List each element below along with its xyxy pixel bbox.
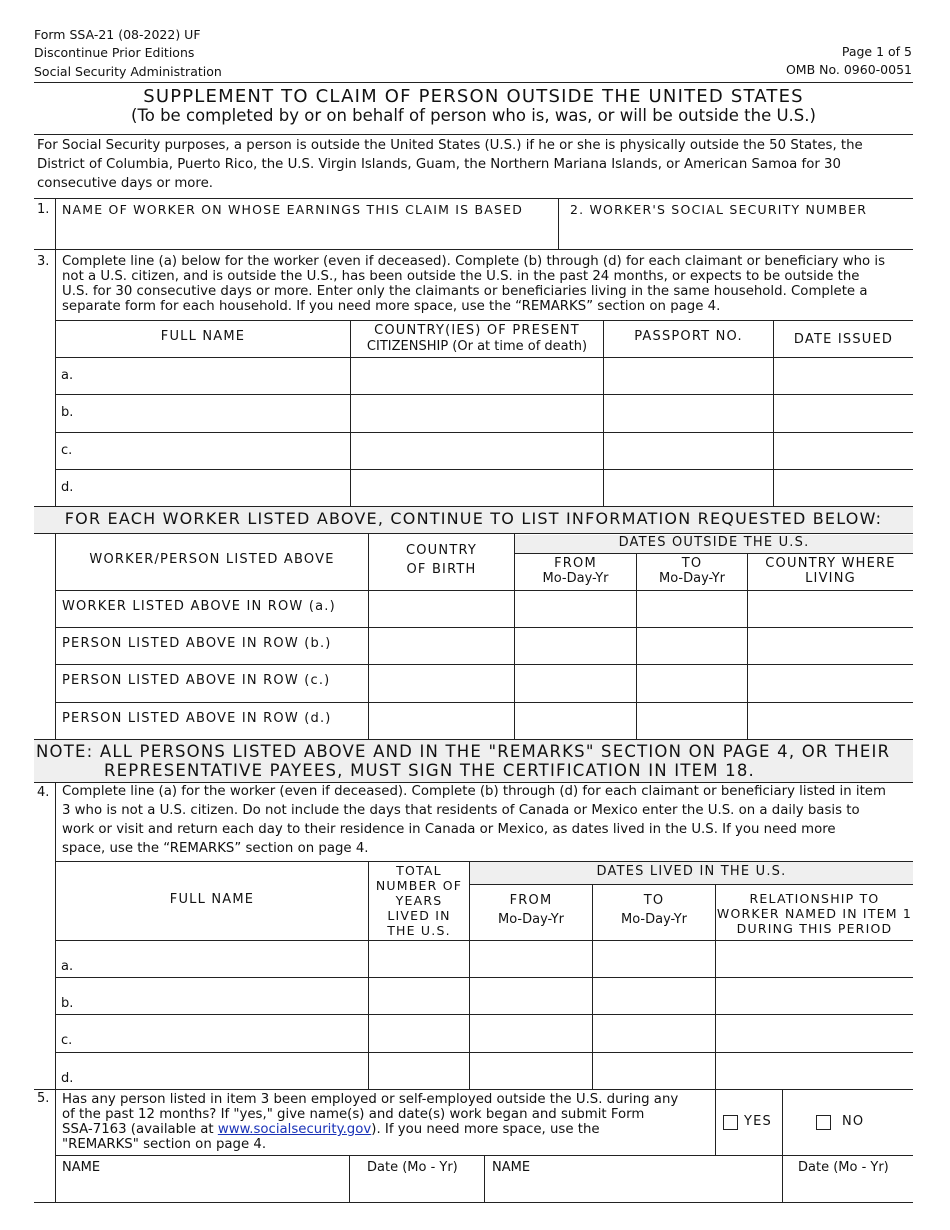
employment-date-field-2[interactable] (787, 1178, 910, 1200)
note-line-1: NOTE: ALL PERSONS LISTED ABOVE AND IN THE "REMARKS" SECTION ON PAGE 4, OR THEIR (36, 742, 891, 761)
item4-instr-3: work or visit and return each day to their residence in Canada or Mexico, as dates lived in the U.S. If you need more (62, 822, 836, 837)
col-passport: PASSPORT NO. (634, 329, 743, 344)
intro-line-3: consecutive days or more. (37, 176, 214, 191)
dates-lived-group: DATES LIVED IN THE U.S. (596, 864, 787, 879)
item4-col-total-5: THE U.S. (387, 923, 451, 938)
employment-name-field-2[interactable] (489, 1178, 779, 1200)
employment-name-label: NAME (62, 1160, 101, 1175)
omb-number: OMB No. 0960-0051 (785, 62, 912, 77)
item3-instr-2: not a U.S. citizen, and is outside the U.S., has been outside the U.S. in the past 24 months, or expects to be outside the (62, 269, 860, 284)
col-worker-person: WORKER/PERSON LISTED ABOVE (89, 552, 335, 567)
col-date-issued: DATE ISSUED (793, 332, 894, 347)
item4-row-a: a. (61, 959, 74, 974)
outside-row-a: WORKER LISTED ABOVE IN ROW (a.) (62, 599, 336, 614)
item4-col-total-1: TOTAL (396, 863, 442, 878)
employment-date-field[interactable] (354, 1178, 480, 1200)
item3-instr-3: U.S. for 30 consecutive days or more. Enter only the claimants or beneficiaries living in the same household. Complete a (62, 284, 868, 299)
col-living-2: LIVING (805, 571, 856, 586)
page-number: Page 1 of 5 (841, 44, 912, 59)
continue-banner: FOR EACH WORKER LISTED ABOVE, CONTINUE TO LIST INFORMATION REQUESTED BELOW: (64, 509, 883, 528)
item5-question-4: "REMARKS" section on page 4. (62, 1137, 267, 1152)
worker-ssn-label: 2. WORKER'S SOCIAL SECURITY NUMBER (570, 202, 868, 217)
worker-name-field[interactable] (60, 222, 554, 246)
socialsecurity-link[interactable]: www.socialsecurity.gov (217, 1122, 372, 1137)
col-citizenship-1: COUNTRY(IES) OF PRESENT (374, 323, 580, 338)
no-checkbox[interactable] (816, 1115, 831, 1130)
item3-instr-1: Complete line (a) below for the worker (even if deceased). Complete (b) through (d) for each claimant or beneficiary who is (62, 254, 886, 269)
col-to-2: Mo-Day-Yr (659, 571, 725, 586)
citizenship-c[interactable] (351, 433, 603, 469)
row-label-d: d. (61, 480, 74, 495)
worker-name-label: NAME OF WORKER ON WHOSE EARNINGS THIS CLAIM IS BASED (62, 202, 524, 217)
item3-number: 3. (37, 254, 50, 269)
item4-col-total-2: NUMBER OF (375, 878, 463, 893)
item4-col-to-2: Mo-Day-Yr (621, 912, 687, 927)
editions-note: Discontinue Prior Editions (34, 45, 195, 60)
item4-col-from-2: Mo-Day-Yr (498, 912, 564, 927)
worker-ssn-field[interactable] (565, 222, 910, 246)
col-full-name: FULL NAME (160, 329, 246, 344)
item4-number: 4. (37, 785, 50, 800)
item4-col-total-3: YEARS (395, 893, 443, 908)
employment-name-label-2: NAME (492, 1160, 531, 1175)
row-label-b: b. (61, 405, 74, 420)
col-from-1: FROM (554, 556, 597, 571)
yes-label: YES (744, 1114, 773, 1129)
item4-col-rel-3: DURING THIS PERIOD (736, 921, 893, 936)
item5-question-1: Has any person listed in item 3 been employed or self-employed outside the U.S. during any (62, 1092, 679, 1107)
item4-row-d: d. (61, 1071, 74, 1086)
item4-row-c: c. (61, 1033, 73, 1048)
row-label-a: a. (61, 368, 74, 383)
item4-col-to-1: TO (643, 893, 665, 908)
item1-number: 1. (37, 202, 50, 217)
employment-date-label: Date (Mo - Yr) (367, 1160, 458, 1175)
col-country-birth-1: COUNTRY (405, 543, 478, 558)
item4-col-rel-1: RELATIONSHIP TO (749, 891, 880, 906)
item5-number: 5. (37, 1091, 50, 1106)
form-id: Form SSA-21 (08-2022) UF (34, 27, 201, 42)
item4-col-total-4: LIVED IN (387, 908, 451, 923)
item4-col-from-1: FROM (509, 893, 553, 908)
col-living-1: COUNTRY WHERE (765, 556, 896, 571)
col-country-birth-2: OF BIRTH (406, 562, 477, 577)
agency-name: Social Security Administration (34, 64, 222, 79)
citizenship-a[interactable] (351, 358, 603, 394)
citizenship-b[interactable] (351, 395, 603, 431)
item4-col-full-name: FULL NAME (169, 892, 255, 907)
item4-instr-1: Complete line (a) for the worker (even if deceased). Complete (b) through (d) for each claimant or beneficiary listed in item (62, 784, 886, 799)
outside-row-d: PERSON LISTED ABOVE IN ROW (d.) (62, 711, 332, 726)
row-label-c: c. (61, 443, 73, 458)
yes-checkbox[interactable] (723, 1115, 738, 1130)
citizenship-d[interactable] (351, 470, 603, 506)
form-subtitle: (To be completed by or on behalf of person who is, was, or will be outside the U.S.) (131, 106, 816, 125)
item5-question-2: of the past 12 months? If "yes," give name(s) and date(s) work began and submit Form (62, 1107, 645, 1122)
outside-row-b: PERSON LISTED ABOVE IN ROW (b.) (62, 636, 332, 651)
item5-question-3: SSA-7163 (available at www.socialsecurity.gov). If you need more space, use the (62, 1122, 600, 1137)
item4-instr-2: 3 who is not a U.S. citizen. Do not include the days that residents of Canada or Mexico enter the U.S. on a daily basis to (62, 803, 860, 818)
col-from-2: Mo-Day-Yr (542, 571, 609, 586)
form-title: SUPPLEMENT TO CLAIM OF PERSON OUTSIDE THE UNITED STATES (143, 86, 804, 107)
intro-line-1: For Social Security purposes, a person is outside the United States (U.S.) if he or she is physically outside the 50 States, the (37, 138, 863, 153)
outside-row-c: PERSON LISTED ABOVE IN ROW (c.) (62, 673, 331, 688)
col-to-1: TO (681, 556, 703, 571)
item3-instr-4: separate form for each household. If you need more space, use the “REMARKS” section on page 4. (62, 299, 721, 314)
item4-col-rel-2: WORKER NAMED IN ITEM 1 (716, 906, 913, 921)
item4-instr-4: space, use the “REMARKS” section on page 4. (62, 841, 369, 856)
item4-row-b: b. (61, 996, 74, 1011)
employment-name-field[interactable] (60, 1178, 345, 1200)
dates-outside-group: DATES OUTSIDE THE U.S. (618, 535, 810, 550)
intro-line-2: District of Columbia, Puerto Rico, the U.S. Virgin Islands, Guam, the Northern Mariana Islands, or American Samoa for 30 (37, 157, 841, 172)
no-label: NO (842, 1114, 865, 1129)
col-citizenship-2: CITIZENSHIP (Or at time of death) (366, 339, 588, 354)
employment-date-label-2: Date (Mo - Yr) (798, 1160, 889, 1175)
note-line-2: REPRESENTATIVE PAYEES, MUST SIGN THE CERTIFICATION IN ITEM 18. (104, 761, 755, 780)
